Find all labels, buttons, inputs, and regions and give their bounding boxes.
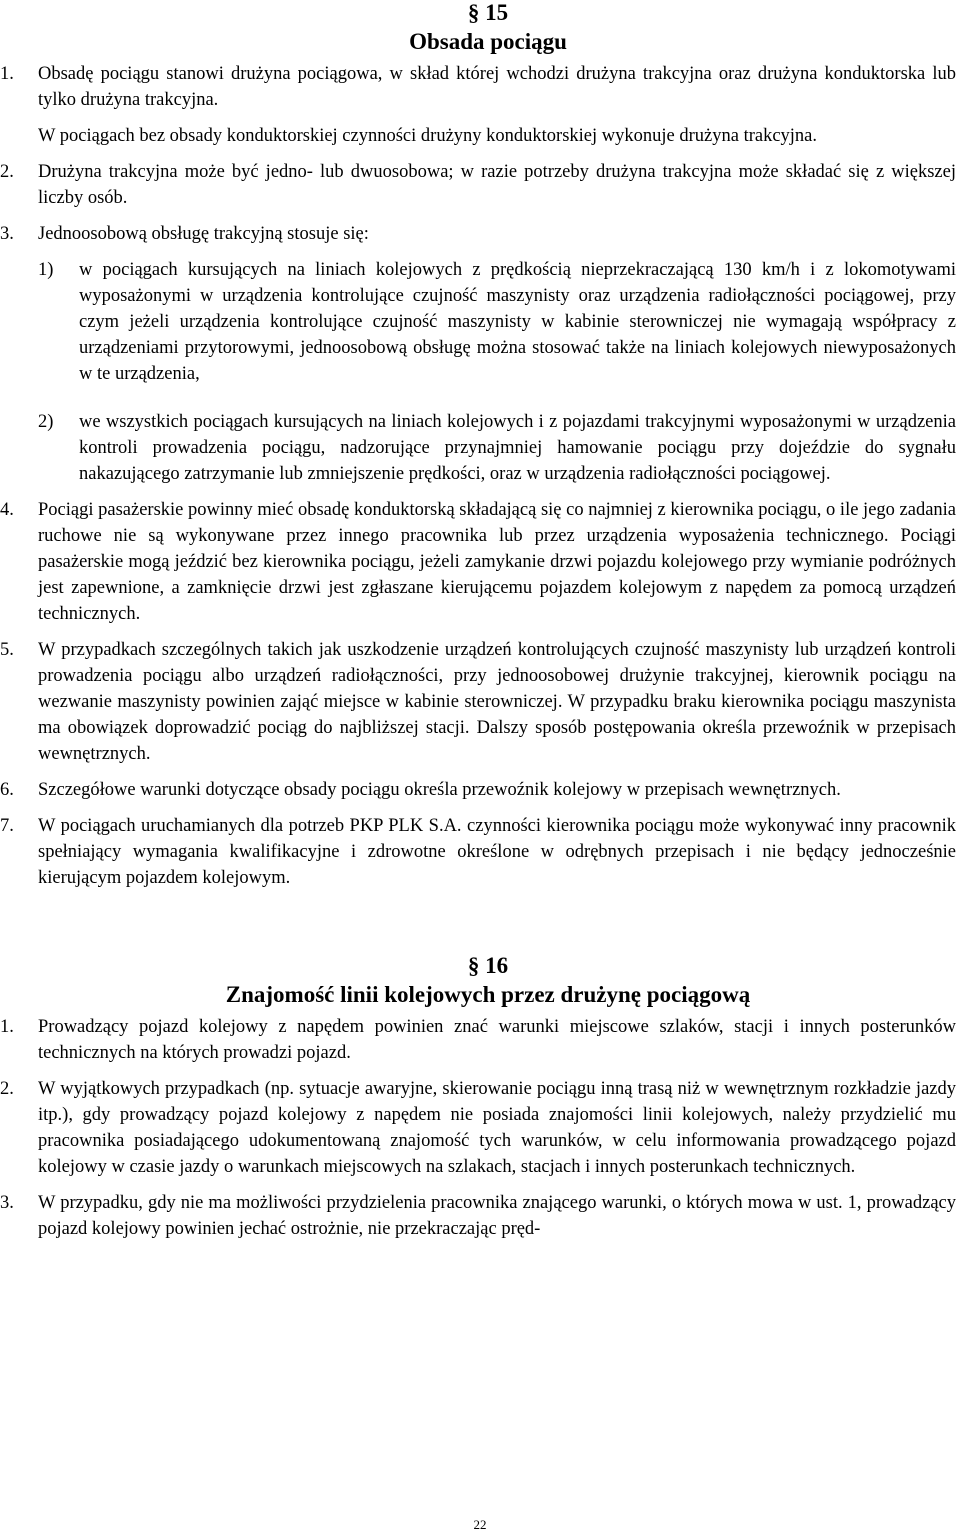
paragraph-number: 4. (0, 500, 14, 520)
paragraph-number: 2. (0, 162, 14, 182)
paragraph-15-4 (0, 497, 956, 627)
paragraph-number: 2. (0, 1079, 14, 1099)
paragraph-text: W wyjątkowych przypadkach (np. sytuacje awaryjne, skierowanie pociągu inną trasą niż w wewnętrznym rozkładzie jazdy itp.), gdy prowadzący pojazd kolejowy z napędem nie posiada znajomości linii kolejowych, należy przydzielić mu pracownika posiadającego udokumentowaną znajomość tych warunków, w celu informowania prowadzącego pojazd kolejowy w czasie jazdy o warunkach miejscowych na szlakach, stacjach i innych posterunkach technicznych. (38, 1079, 956, 1177)
paragraph-number: 1. (0, 64, 14, 84)
paragraph-16-2 (0, 1076, 956, 1180)
paragraph-15-1 (0, 61, 956, 113)
paragraph-text: Prowadzący pojazd kolejowy z napędem powinien znać warunki miejscowe szlaków, stacji i innych posterunków technicznych na których prowadzi pojazd. (38, 1017, 956, 1063)
paragraph-text: Drużyna trakcyjna może być jedno- lub dwuosobowa; w razie potrzeby drużyna trakcyjna może składać się z większej liczby osób. (38, 162, 956, 208)
subparagraph-number: 1) (38, 260, 54, 280)
paragraph-16-3 (0, 1190, 956, 1242)
paragraph-number: 5. (0, 640, 14, 660)
paragraph-number: 6. (0, 780, 14, 800)
section-15-number: § 15 (467, 0, 509, 25)
paragraph-15-1-continued (0, 123, 956, 149)
paragraph-15-5 (0, 637, 956, 767)
paragraph-15-2 (0, 159, 956, 211)
paragraph-text: Pociągi pasażerskie powinny mieć obsadę konduktorską składającą się co najmniej z kierownika pociągu, o ile jego zadania ruchowe nie są wykonywane przez innego pracownika lub przez urządzenia wyposażenia technicznego. Pociągi pasażerskie mogą jeździć bez kierownika pociągu, jeżeli zamykanie drzwi pojazdu kolejowego przy wymianie podróżnych jest zapewnione, a zamknięcie drzwi jest zgłaszane kierującemu pojazdem kolejowym z napędem za pomocą urządzeń technicznych. (38, 500, 957, 624)
paragraph-text: Szczegółowe warunki dotyczące obsady pociągu określa przewoźnik kolejowy w przepisach wewnętrznych. (38, 780, 841, 800)
paragraph-text: W pociągach uruchamianych dla potrzeb PKP PLK S.A. czynności kierownika pociągu może wykonywać inny pracownik spełniający wymagania kwalifikacyjne i zdrowotne określone w odrębnych przepisach i nie będący jednocześnie kierującym pojazdem kolejowym. (38, 816, 956, 888)
paragraph-number: 1. (0, 1017, 14, 1037)
paragraph-15-3 (0, 221, 956, 247)
paragraph-number: 7. (0, 816, 14, 836)
paragraph-text: W przypadku, gdy nie ma możliwości przydzielenia pracownika znającego warunki, o których mowa w ust. 1, prowadzący pojazd kolejowy powinien jechać ostrożnie, nie przekraczając pręd- (38, 1193, 956, 1239)
paragraph-text: Jednoosobową obsługę trakcyjną stosuje się: (38, 224, 369, 244)
section-16-title: Znajomość linii kolejowych przez drużynę pociągową (225, 982, 751, 1007)
subparagraph-15-3-2 (0, 409, 956, 487)
section-15-title: Obsada pociągu (409, 29, 567, 54)
section-16-number: § 16 (467, 953, 509, 978)
subparagraph-number: 2) (38, 412, 54, 432)
paragraph-15-7 (0, 813, 956, 891)
subparagraph-text: we wszystkich pociągach kursujących na liniach kolejowych i z pojazdami trakcyjnymi wyposażonymi w urządzenia kontroli prowadzenia pociągu, nadzorujące przynajmniej hamowanie pociągu przy dojeździe do sygnału nakazującego zatrzymanie lub zmniejszenie prędkości, oraz w urządzenia radiołączności pociągowej. (79, 412, 956, 484)
paragraph-number: 3. (0, 1193, 14, 1213)
subparagraph-15-3-1 (0, 257, 956, 387)
paragraph-text: W pociągach bez obsady konduktorskiej czynności drużyny konduktorskiej wykonuje drużyna trakcyjna. (38, 126, 818, 146)
paragraph-number: 3. (0, 224, 14, 244)
paragraph-text: W przypadkach szczególnych takich jak uszkodzenie urządzeń kontrolujących czujność maszynisty lub urządzeń kontroli prowadzenia pociągu albo urządzeń radiołączności, przy jednoosobowej drużynie trakcyjnej, kierownik pociągu na wezwanie maszynisty powinien zająć miejsce w kabinie sterowniczej. W przypadku braku kierownika pociągu maszynista ma obowiązek doprowadzić pociąg do najbliższej stacji. Dalszy sposób postępowania określa przewoźnik w przepisach wewnętrznych. (38, 640, 956, 764)
paragraph-15-6 (0, 777, 956, 803)
page-number: 22 (473, 1517, 487, 1532)
paragraph-text: Obsadę pociągu stanowi drużyna pociągowa, w skład której wchodzi drużyna trakcyjna oraz drużyna konduktorska lub tylko drużyna trakcyjna. (38, 64, 956, 110)
subparagraph-text: w pociągach kursujących na liniach kolejowych z prędkością nieprzekraczającą 130 km/h i z lokomotywami wyposażonymi w urządzenia kontrolujące czujność maszynisty oraz urządzenia radiołączności pociągowej, przy czym jeżeli urządzenia kontrolujące czujność maszynisty w kabinie sterowniczej nie wymagają współpracy z urządzeniami przytorowymi, jednoosobową obsługę można stosować także na liniach kolejowych niewyposażonych w te urządzenia, (79, 260, 956, 384)
paragraph-16-1 (0, 1014, 956, 1066)
